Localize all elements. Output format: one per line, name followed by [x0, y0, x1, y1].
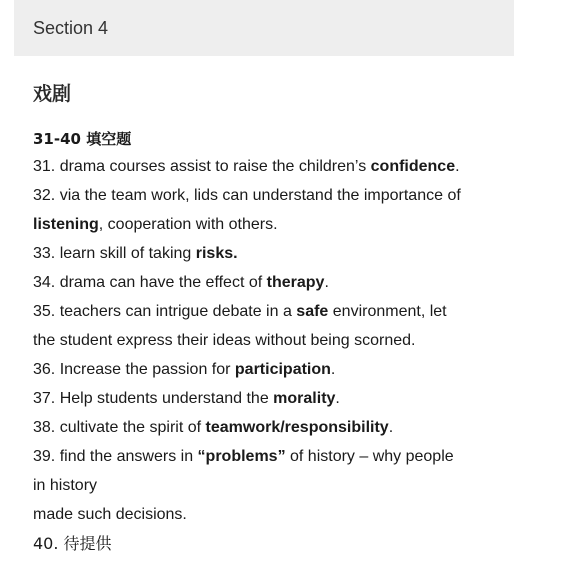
answer-text: , cooperation with others. — [98, 216, 278, 233]
answer-text: . — [324, 274, 329, 291]
answer-text: . — [335, 390, 340, 407]
answer-keyword: morality — [273, 390, 336, 407]
section-header-bar — [14, 0, 514, 56]
answer-text: 37. Help students understand the — [33, 390, 274, 407]
answer-text: in history — [33, 477, 98, 494]
answer-line — [33, 504, 543, 533]
answer-text: the student express their ideas without being scorned. — [33, 332, 416, 349]
answer-line — [33, 214, 543, 243]
answer-line — [33, 156, 543, 185]
answer-text: . — [330, 361, 336, 378]
answer-line — [33, 417, 543, 446]
answer-text: 32. via the team work, lids can understand the importance of — [33, 187, 461, 204]
answer-text: 39. find the answers in — [33, 448, 198, 465]
answer-line — [33, 243, 543, 272]
answer-text: . — [455, 158, 460, 175]
answer-text: of history – why people — [285, 448, 454, 465]
answer-text: 31. drama courses assist to raise the children’s — [33, 158, 371, 175]
answer-line — [33, 272, 543, 301]
answer-keyword: listening — [33, 216, 99, 233]
answer-text: made such decisions. — [33, 506, 187, 523]
answer-keyword: confidence — [370, 158, 456, 175]
answer-text: 38. cultivate the spirit of — [33, 419, 206, 436]
answer-line — [33, 330, 543, 359]
answer-line — [33, 475, 543, 504]
answer-keyword: therapy — [266, 274, 325, 291]
answer-text: 40. 待提供 — [33, 534, 112, 553]
question-range-heading: 31-40 填空题 — [33, 130, 132, 148]
section-title: Section 4 — [33, 18, 109, 38]
answer-text: 33. learn skill of taking — [33, 245, 196, 262]
answer-keyword: risks. — [195, 245, 238, 262]
section-heading: 戏剧 — [33, 83, 72, 105]
answer-line — [33, 446, 543, 475]
answer-text: 36. Increase the passion for — [33, 361, 235, 378]
answer-line — [33, 301, 543, 330]
answer-keyword: participation — [234, 361, 331, 378]
answer-keyword: “problems” — [197, 448, 286, 465]
answer-keyword: safe — [296, 303, 329, 320]
answer-list — [33, 156, 543, 562]
answer-line — [33, 185, 543, 214]
answer-line — [33, 533, 543, 562]
answer-line — [33, 359, 543, 388]
answer-text: 34. drama can have the effect of — [33, 274, 267, 291]
answer-text: 35. teachers can intrigue debate in a — [33, 303, 297, 320]
answer-line — [33, 388, 543, 417]
answer-text: environment, let — [328, 303, 447, 320]
answer-text: . — [388, 419, 394, 436]
answer-keyword: teamwork/responsibility — [205, 419, 389, 436]
